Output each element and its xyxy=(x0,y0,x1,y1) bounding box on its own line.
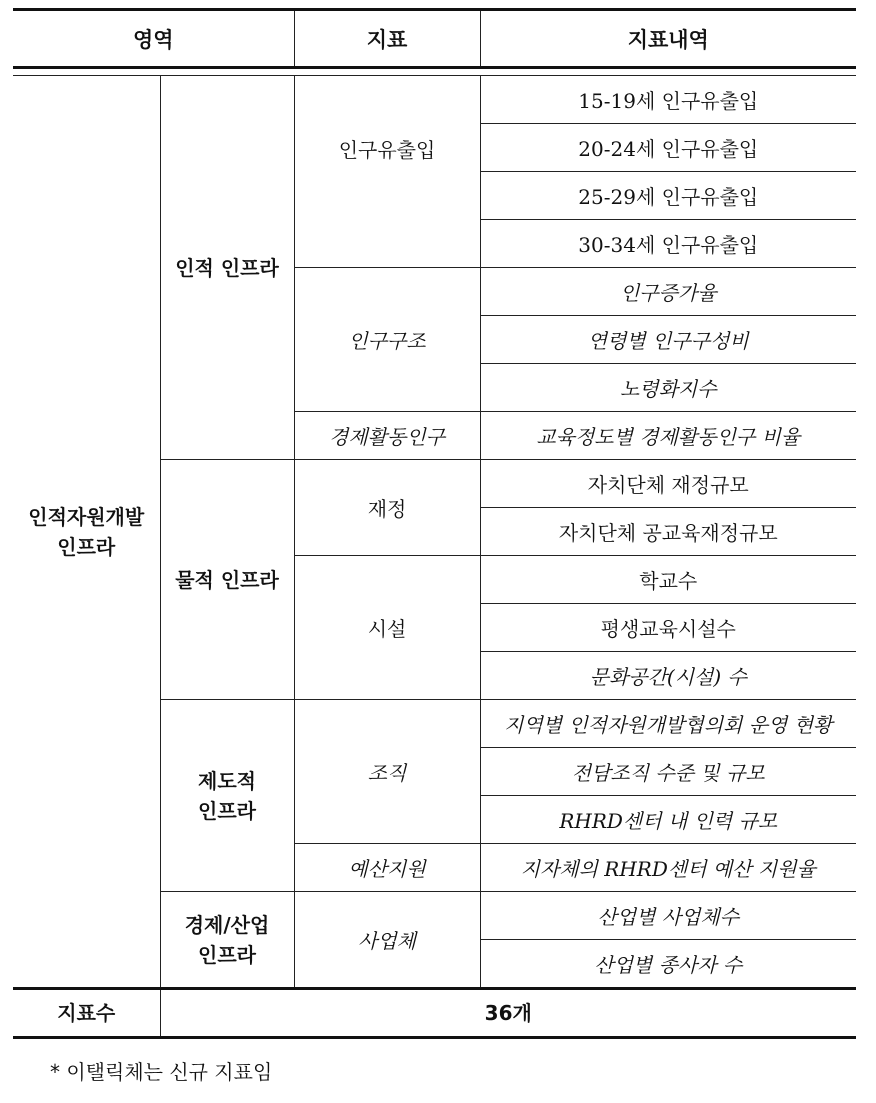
detail-cell: 평생교육시설수 xyxy=(480,604,856,652)
detail-cell: 산업별 사업체수 xyxy=(480,892,856,940)
detail-cell: RHRD센터 내 인력 규모 xyxy=(480,796,856,844)
indicator-structure: 인구구조 xyxy=(294,268,480,412)
detail-cell: 전담조직 수준 및 규모 xyxy=(480,748,856,796)
header-gap xyxy=(13,68,856,76)
table-row xyxy=(13,76,856,124)
total-row xyxy=(13,989,856,1038)
indicator-business: 사업체 xyxy=(294,892,480,989)
detail-cell: 산업별 종사자 수 xyxy=(480,940,856,989)
detail-cell: 인구증가율 xyxy=(480,268,856,316)
area-economic: 경제/산업 인프라 xyxy=(160,892,294,989)
total-label: 지표수 xyxy=(13,989,160,1038)
detail-cell: 30-34세 인구유출입 xyxy=(480,220,856,268)
indicator-finance: 재정 xyxy=(294,460,480,556)
detail-cell: 노령화지수 xyxy=(480,364,856,412)
area-institutional: 제도적 인프라 xyxy=(160,700,294,892)
header-detail: 지표내역 xyxy=(480,10,856,68)
domain-cell xyxy=(13,76,160,989)
detail-cell: 연령별 인구구성비 xyxy=(480,316,856,364)
header-area: 영역 xyxy=(13,10,294,68)
area-physical: 물적 인프라 xyxy=(160,460,294,700)
detail-cell: 문화공간(시설) 수 xyxy=(480,652,856,700)
detail-cell: 자치단체 재정규모 xyxy=(480,460,856,508)
indicator-econ-active: 경제활동인구 xyxy=(294,412,480,460)
detail-cell: 20-24세 인구유출입 xyxy=(480,124,856,172)
domain-line-2: 인프라 xyxy=(57,534,116,559)
total-value: 36개 xyxy=(160,989,856,1038)
detail-cell: 15-19세 인구유출입 xyxy=(480,76,856,124)
indicator-organization: 조직 xyxy=(294,700,480,844)
area-human: 인적 인프라 xyxy=(160,76,294,460)
footnote: * 이탤릭체는 신규 지표임 xyxy=(50,1060,273,1084)
detail-cell: 지자체의 RHRD센터 예산 지원율 xyxy=(480,844,856,892)
detail-cell: 학교수 xyxy=(480,556,856,604)
detail-cell: 자치단체 공교육재정규모 xyxy=(480,508,856,556)
indicator-migration: 인구유출입 xyxy=(294,76,480,268)
header-indicator: 지표 xyxy=(294,10,480,68)
indicator-budget: 예산지원 xyxy=(294,844,480,892)
detail-cell: 25-29세 인구유출입 xyxy=(480,172,856,220)
detail-cell: 교육정도별 경제활동인구 비율 xyxy=(480,412,856,460)
table-header-row xyxy=(13,10,856,68)
detail-cell: 지역별 인적자원개발협의회 운영 현황 xyxy=(480,700,856,748)
indicator-table xyxy=(13,8,856,1039)
domain-line-1: 인적자원개발 xyxy=(28,504,145,529)
indicator-facility: 시설 xyxy=(294,556,480,700)
